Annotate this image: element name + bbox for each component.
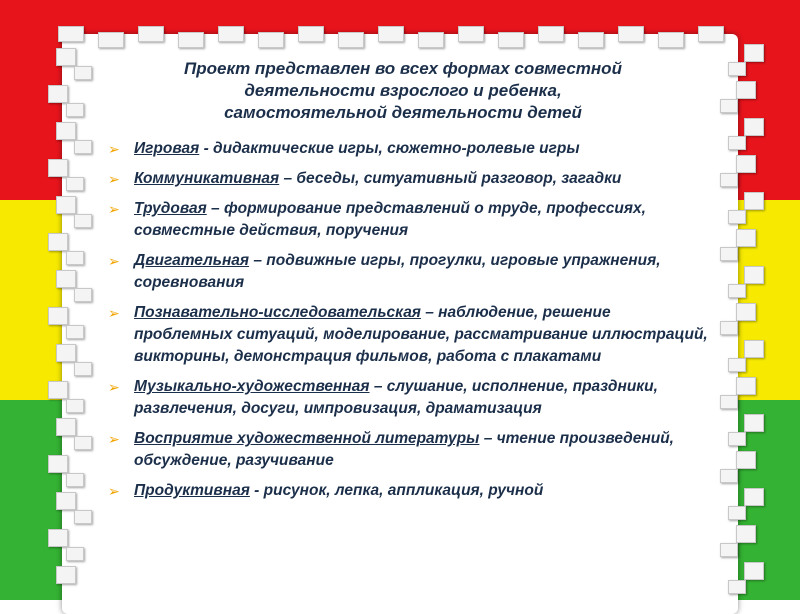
activity-description: - дидактические игры, сюжетно-ролевые игры [199,140,580,157]
frame-edge-piece [498,32,524,48]
activity-term: Трудовая [134,200,207,217]
frame-edge-piece [744,340,764,358]
list-item [98,480,708,502]
list-item [98,376,708,420]
frame-edge-piece [66,547,84,561]
frame-edge-piece [736,229,756,247]
frame-edge-piece [56,566,76,584]
frame-edge-piece [48,381,68,399]
frame-edge-piece [720,99,738,113]
frame-edge-piece [728,284,746,298]
frame-edge-piece [658,32,684,48]
activity-term: Коммуникативная [134,170,280,187]
frame-edge-piece [720,543,738,557]
frame-edge-piece [66,177,84,191]
content-panel [98,58,708,608]
frame-edge-piece [728,210,746,224]
frame-edge-piece [744,266,764,284]
frame-edge-piece [744,44,764,62]
frame-edge-piece [720,469,738,483]
frame-edge-piece [458,26,484,42]
frame-edge-piece [66,103,84,117]
activity-term: Восприятие художественной литературы [134,430,480,447]
list-item [98,250,708,294]
frame-edge-piece [66,399,84,413]
frame-edge-piece [418,32,444,48]
list-item [98,138,708,160]
arrow-bullet-icon: ➢ [108,379,120,395]
frame-edge-piece [56,418,76,436]
arrow-bullet-icon: ➢ [108,171,120,187]
activity-term: Познавательно-исследовательская [134,304,421,321]
frame-edge-piece [56,270,76,288]
frame-edge-piece [720,321,738,335]
frame-edge-piece [720,395,738,409]
frame-edge-piece [728,136,746,150]
frame-edge-piece [744,562,764,580]
activity-description: – беседы, ситуативный разговор, загадки [279,170,622,187]
frame-edge-piece [56,344,76,362]
activity-description: – чтение произведений, обсуждение, разучивание [134,430,674,469]
frame-edge-piece [736,303,756,321]
list-item [98,168,708,190]
list-item [98,198,708,242]
frame-edge-piece [56,122,76,140]
activity-term: Продуктивная [134,482,250,499]
frame-edge-piece [258,32,284,48]
frame-edge-piece [744,488,764,506]
activity-description: – слушание, исполнение, праздники, развлечения, досуги, импровизация, драматизация [134,378,658,417]
activity-term: Игровая [134,140,200,157]
frame-edge-piece [744,118,764,136]
frame-edge-piece [618,26,644,42]
arrow-bullet-icon: ➢ [108,483,120,499]
frame-edge-piece [218,26,244,42]
frame-edge-piece [66,325,84,339]
title-line: деятельности взрослого и ребенка, [244,81,562,100]
frame-edge-piece [48,455,68,473]
list-item [98,302,708,368]
arrow-bullet-icon: ➢ [108,253,120,269]
frame-edge-piece [728,580,746,594]
frame-edge-piece [728,506,746,520]
arrow-bullet-icon: ➢ [108,141,120,157]
frame-edge-piece [48,233,68,251]
frame-edge-piece [74,214,92,228]
activity-description: – формирование представлений о труде, профессиях, совместные действия, поручения [134,200,646,239]
title-line: самостоятельной деятельности детей [224,103,582,122]
slide-title [98,58,708,124]
frame-edge-piece [728,432,746,446]
frame-edge-piece [56,492,76,510]
activity-list [98,138,708,502]
activity-description: – наблюдение, решение проблемных ситуаций, моделирование, рассматривание иллюстраций, викторины, демонстрация фильмов, работа с плакатами [134,304,708,365]
frame-edge-piece [538,26,564,42]
list-item [98,428,708,472]
frame-edge-piece [744,192,764,210]
frame-edge-piece [48,159,68,177]
frame-edge-piece [66,251,84,265]
frame-edge-piece [736,525,756,543]
frame-edge-piece [736,377,756,395]
frame-edge-piece [720,247,738,261]
frame-edge-piece [74,66,92,80]
activity-description: – подвижные игры, прогулки, игровые упражнения, соревнования [134,252,661,291]
frame-edge-piece [578,32,604,48]
activity-term: Музыкально-художественная [134,378,370,395]
arrow-bullet-icon: ➢ [108,201,120,217]
frame-edge-piece [178,32,204,48]
frame-edge-piece [74,288,92,302]
frame-edge-piece [728,358,746,372]
frame-edge-piece [56,48,76,66]
frame-edge-piece [48,85,68,103]
frame-edge-piece [744,414,764,432]
frame-edge-piece [98,32,124,48]
frame-edge-piece [66,473,84,487]
frame-edge-piece [728,62,746,76]
frame-edge-piece [74,510,92,524]
frame-edge-piece [736,451,756,469]
activity-term: Двигательная [134,252,250,269]
title-line: Проект представлен во всех формах совместной [184,59,622,78]
frame-edge-piece [74,436,92,450]
frame-edge-piece [74,362,92,376]
frame-edge-piece [338,32,364,48]
frame-edge-piece [74,140,92,154]
frame-edge-piece [698,26,724,42]
arrow-bullet-icon: ➢ [108,431,120,447]
frame-edge-piece [736,81,756,99]
frame-edge-piece [298,26,324,42]
frame-edge-piece [736,155,756,173]
frame-edge-piece [720,173,738,187]
frame-edge-piece [138,26,164,42]
activity-description: - рисунок, лепка, аппликация, ручной [249,482,544,499]
frame-edge-piece [56,196,76,214]
arrow-bullet-icon: ➢ [108,305,120,321]
frame-edge-piece [378,26,404,42]
frame-edge-piece [58,26,84,42]
frame-edge-piece [48,529,68,547]
frame-edge-piece [48,307,68,325]
